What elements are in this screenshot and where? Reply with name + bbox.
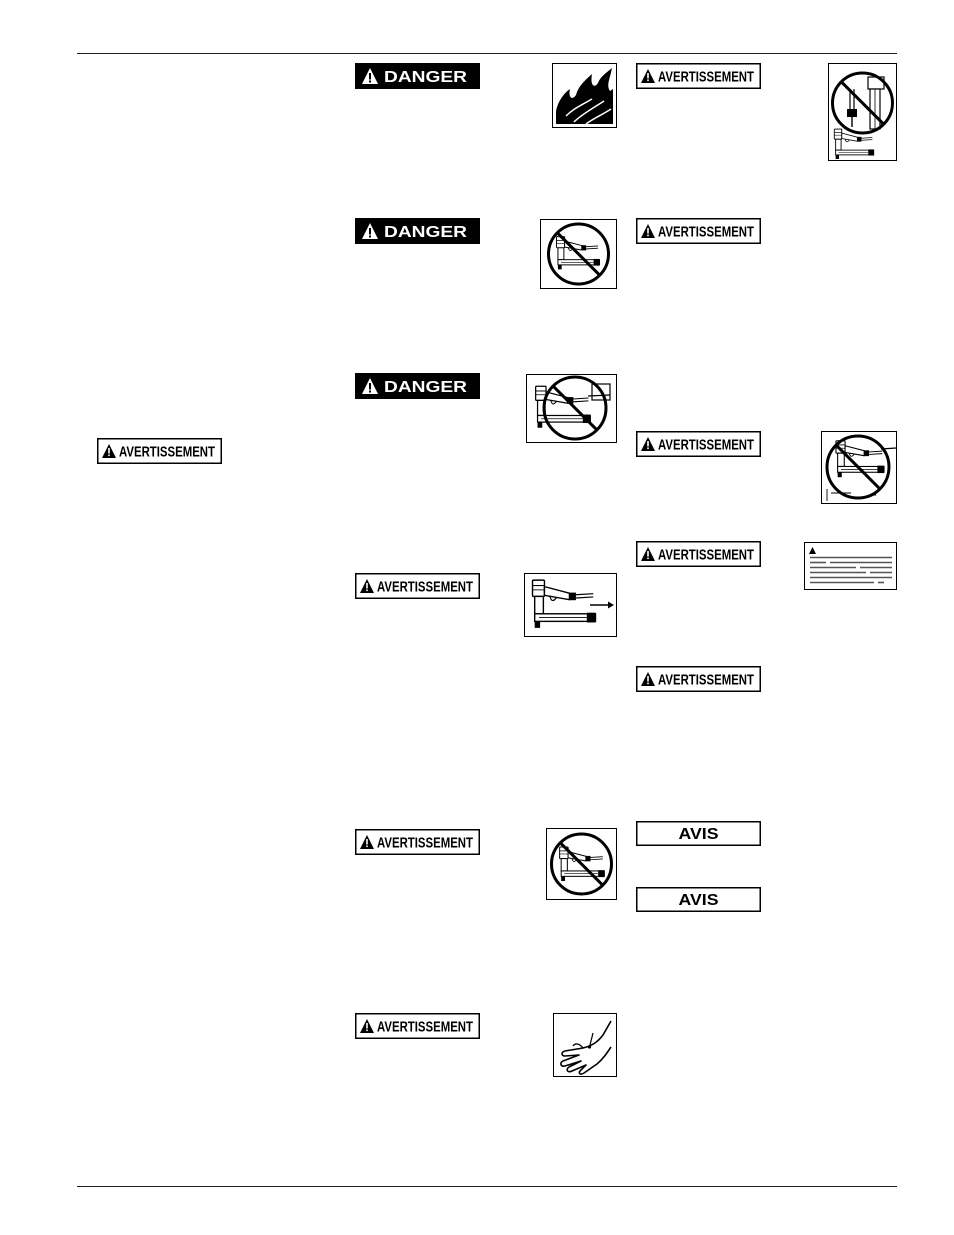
warning-label-text: AVERTISSEMENT bbox=[119, 444, 216, 461]
warning-label-text: AVERTISSEMENT bbox=[658, 69, 755, 86]
nailer-prohibited-icon bbox=[828, 63, 897, 161]
warning-label bbox=[636, 541, 761, 567]
warning-label bbox=[636, 63, 761, 89]
top-rule bbox=[77, 53, 897, 54]
danger-label bbox=[355, 218, 480, 244]
nailer-prohibited-icon bbox=[546, 828, 617, 900]
danger-label bbox=[355, 63, 480, 89]
warning-label bbox=[97, 438, 222, 464]
notice-label-text: AVIS bbox=[678, 892, 719, 909]
warning-label bbox=[355, 573, 480, 599]
warning-label-text: AVERTISSEMENT bbox=[377, 579, 474, 596]
hand-injury-icon bbox=[553, 1013, 617, 1077]
danger-label-text: DANGER bbox=[384, 69, 468, 86]
warning-label-icon bbox=[804, 542, 897, 590]
warning-label-text: AVERTISSEMENT bbox=[377, 835, 474, 852]
warning-label bbox=[355, 1013, 480, 1039]
warning-label bbox=[636, 431, 761, 457]
notice-label-text: AVIS bbox=[678, 826, 719, 843]
warning-label-text: AVERTISSEMENT bbox=[658, 437, 755, 454]
flame-icon bbox=[552, 63, 617, 128]
danger-label-text: DANGER bbox=[384, 379, 468, 396]
warning-label-text: AVERTISSEMENT bbox=[658, 224, 755, 241]
notice-label bbox=[636, 887, 761, 912]
warning-label-text: AVERTISSEMENT bbox=[658, 547, 755, 564]
bottom-rule bbox=[77, 1186, 897, 1187]
warning-label bbox=[636, 218, 761, 244]
danger-label bbox=[355, 373, 480, 399]
warning-label-text: AVERTISSEMENT bbox=[377, 1019, 474, 1036]
danger-label-text: DANGER bbox=[384, 224, 468, 241]
warning-label bbox=[636, 666, 761, 692]
warning-label bbox=[355, 829, 480, 855]
nailer-prohibited-icon bbox=[540, 219, 617, 289]
nailer-prohibited-icon bbox=[526, 374, 617, 443]
nailer-prohibited-icon bbox=[821, 431, 897, 504]
warning-label-text: AVERTISSEMENT bbox=[658, 672, 755, 689]
notice-label bbox=[636, 821, 761, 846]
nailer-air-disconnect-icon bbox=[524, 573, 617, 637]
